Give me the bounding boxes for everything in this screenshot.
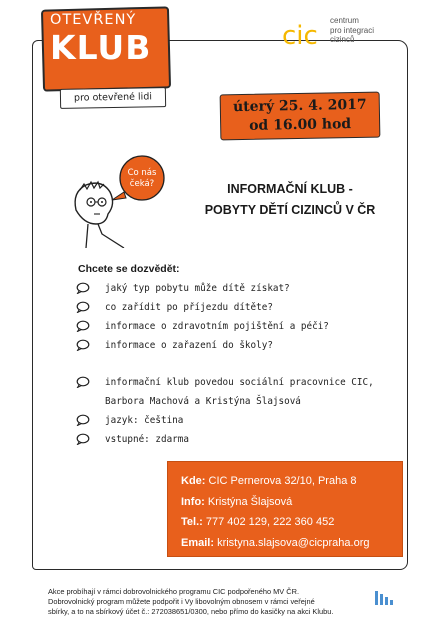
footer-line-2: Dobrovolnický program můžete podpořit i Vy libovolným obnosem v rámci veřejné xyxy=(48,597,315,606)
tel-value: 777 402 129, 222 360 452 xyxy=(205,516,335,528)
email-value[interactable]: kristyna.slajsova@cicpraha.org xyxy=(217,536,370,549)
cic-logo-icon xyxy=(282,14,322,50)
tel-row xyxy=(181,512,402,533)
where-value: CIC Pernerova 32/10, Praha 8 xyxy=(208,475,357,487)
list-item-text: jazyk: čeština xyxy=(105,415,184,426)
headline-line-2: POBYTY DĚTÍ CIZINCŮ V ČR xyxy=(204,203,376,217)
otevreny-klub-logo xyxy=(42,8,166,86)
footer-line-1: Akce probíhají v rámci dobrovolnického programu CIC podpořeného MV ČR. xyxy=(48,587,299,596)
contact-info-box xyxy=(167,461,403,557)
question-list xyxy=(76,279,396,449)
list-item-text: informace o zařazení do školy? xyxy=(105,340,273,351)
footer-note xyxy=(48,587,368,617)
where-row xyxy=(181,471,402,492)
cic-line-2: pro integraci xyxy=(330,25,375,35)
list-item xyxy=(76,373,396,411)
ministry-logo-icon xyxy=(374,589,396,607)
speech-bubble-icon xyxy=(76,282,90,294)
list-item xyxy=(76,317,396,336)
where-label: Kde: xyxy=(181,475,206,487)
cic-name xyxy=(330,16,374,45)
email-label: Email: xyxy=(181,536,215,549)
list-item-text: vstupné: zdarma xyxy=(105,434,189,445)
speech-bubble-icon xyxy=(76,320,90,332)
speech-bubble-line-1: Co nás xyxy=(127,168,157,178)
list-item xyxy=(76,279,396,298)
logo-top-text: OTEVŘENÝ xyxy=(50,12,137,28)
list-item xyxy=(76,430,396,449)
speech-bubble-icon xyxy=(76,376,90,388)
cic-line-1: centrum xyxy=(330,16,359,25)
speech-bubble-icon xyxy=(76,339,90,351)
footer-line-3: sbírky, a to na sbírkový účet č.: 272038651/0300, nebo přímo do kasičky na akci Klubu. xyxy=(48,607,334,616)
headline-line-1: INFORMAČNÍ KLUB - xyxy=(227,182,353,196)
logo-main-text: KLUB xyxy=(50,28,152,67)
list-item-text: co zařídit po příjezdu dítěte? xyxy=(105,302,273,313)
logo-subtitle: pro otevřené lidi xyxy=(60,87,166,109)
list-item-text: jaký typ pobytu může dítě získat? xyxy=(105,283,290,294)
list-item xyxy=(76,411,396,430)
cic-mark-text: cic xyxy=(282,21,318,50)
info-value: Kristýna Šlajsová xyxy=(207,495,293,508)
list-item xyxy=(76,336,396,355)
list-heading: Chcete se dozvědět: xyxy=(78,263,180,275)
speech-bubble-icon xyxy=(76,433,90,445)
tel-label: Tel.: xyxy=(181,516,203,528)
list-item-text: informace o zdravotním pojištění a péči? xyxy=(105,321,329,332)
email-row xyxy=(181,533,402,554)
speech-bubble-line-2: čeká? xyxy=(129,179,155,189)
info-row xyxy=(181,492,402,513)
speech-bubble-icon xyxy=(76,301,90,313)
event-time: od 16.00 hod xyxy=(249,116,352,134)
cartoon-figure-icon xyxy=(66,152,176,248)
event-headline xyxy=(180,179,400,221)
event-date: úterý 25. 4. 2017 xyxy=(232,96,367,116)
cic-line-3: cizinců xyxy=(330,35,355,44)
event-date-box xyxy=(220,92,381,141)
speech-bubble-icon xyxy=(76,414,90,426)
info-label: Info: xyxy=(181,495,205,508)
list-item xyxy=(76,298,396,317)
list-item-text: informační klub povedou sociální pracovnice CIC, Barbora Machová a Kristýna Šlajsová xyxy=(105,377,374,407)
